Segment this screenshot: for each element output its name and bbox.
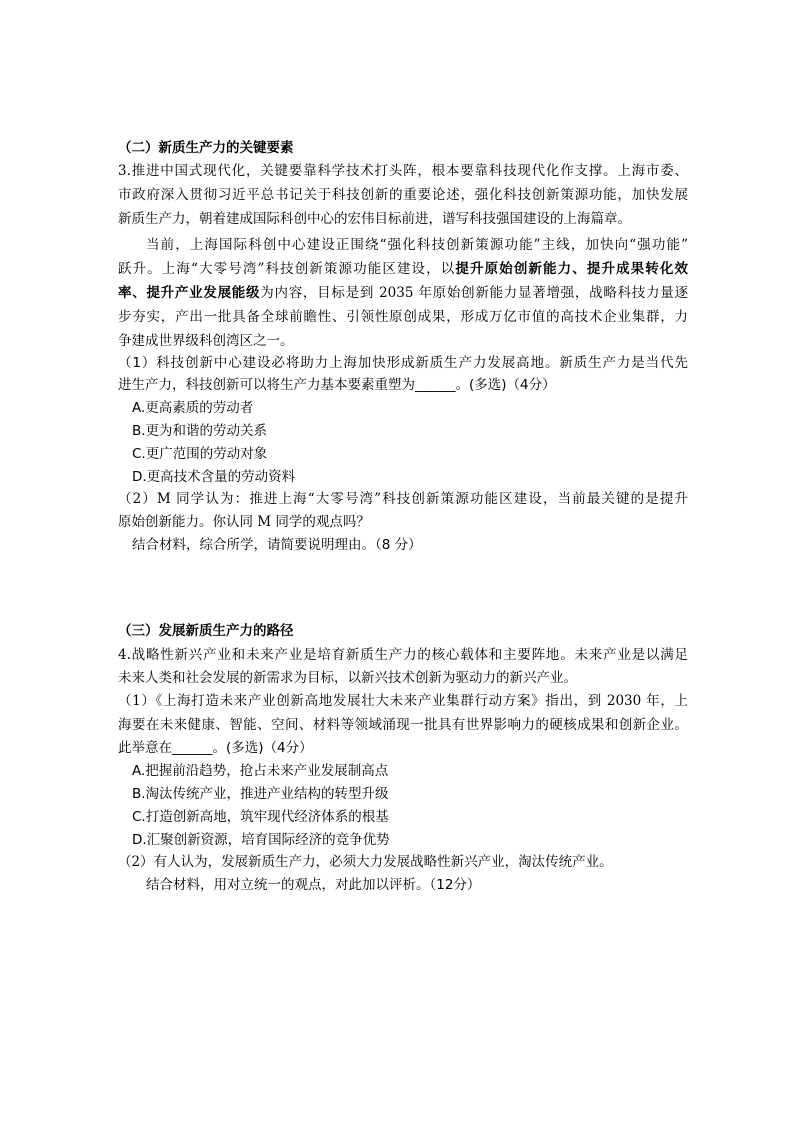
q3-paragraph2-line: 当前，上海国际科创中心建设正围绕“强化科技创新策源功能”主线，加快向“强功能” bbox=[146, 237, 688, 253]
q4-paragraph-line: 未来人类和社会发展的新需求为目标，以新兴技术创新为驱动力的新兴产业。 bbox=[118, 670, 577, 686]
q3-paragraph2-text: 为内容，目标是到 2035 年原始创新能力显著增强，战略科技力量逐 bbox=[260, 285, 688, 301]
q3-sub2-instruction: 结合材料，综合所学，请简要说明理由。（8 分） bbox=[132, 537, 422, 553]
q4-option-d: D.汇聚创新资源，培育国际经济的竞争优势 bbox=[132, 832, 390, 848]
q3-paragraph-line: 新质生产力，朝着建成国际科创中心的宏伟目标前进，谱写科技强国建设的上海篇章。 bbox=[118, 211, 631, 227]
q3-option-c: C.更广范围的劳动对象 bbox=[132, 446, 268, 462]
q3-sub2-question: 原始创新能力。你认同 M 同学的观点吗？ bbox=[118, 514, 370, 530]
q4-paragraph-line: 4.战略性新兴产业和未来产业是培育新质生产力的核心载体和主要阵地。未来产业是以满足 bbox=[118, 647, 688, 663]
q4-sub1-question: （1）《上海打造未来产业创新高地发展壮大未来产业集群行动方案》指出，到 2030 年，上 bbox=[118, 693, 688, 709]
q3-paragraph2-line bbox=[118, 282, 688, 304]
q3-bold-phrase: 率、提升产业发展能级 bbox=[118, 285, 261, 301]
section-heading-key-elements: （二）新质生产力的关键要素 bbox=[118, 140, 294, 156]
section-heading-paths: （三）发展新质生产力的路径 bbox=[118, 623, 294, 639]
q3-bold-phrase: 提升原始创新能力、提升成果转化效 bbox=[455, 261, 689, 277]
q3-sub1-question: 进生产力，科技创新可以将生产力基本要素重塑为______。(多选)（4分） bbox=[118, 377, 556, 393]
q3-paragraph2-text: 跃升。上海“大零号湾”科技创新策源功能区建设，以 bbox=[118, 261, 456, 277]
q3-sub1-question: （1）科技创新中心建设必将助力上海加快形成新质生产力发展高地。新质生产力是当代先 bbox=[118, 355, 688, 371]
q3-paragraph-line: 3.推进中国式现代化，关键要靠科学技术打头阵，根本要靠科技现代化作支撑。上海市委、 bbox=[118, 163, 688, 179]
q3-paragraph2-line: 争建成世界级科创湾区之一。 bbox=[118, 333, 294, 349]
q3-paragraph2-line: 步夯实，产出一批具备全球前瞻性、引领性原创成果，形成万亿市值的高技术企业集群，力 bbox=[118, 309, 688, 325]
q3-option-a: A.更高素质的劳动者 bbox=[132, 400, 254, 416]
q3-paragraph-line: 市政府深入贯彻习近平总书记关于科技创新的重要论述，强化科技创新策源功能，加快发展 bbox=[118, 187, 688, 203]
q3-option-d: D.更高技术含量的劳动资料 bbox=[132, 469, 296, 485]
q4-sub2-question: （2）有人认为，发展新质生产力，必须大力发展战略性新兴产业，淘汰传统产业。 bbox=[118, 854, 613, 870]
q4-option-c: C.打造创新高地，筑牢现代经济体系的根基 bbox=[132, 809, 389, 825]
q4-sub1-question: 此举意在______。(多选)（4分） bbox=[118, 740, 313, 756]
q4-sub1-question: 海要在未来健康、智能、空间、材料等领域涌现一批具有世界影响力的硬核成果和创新企业。 bbox=[118, 717, 688, 733]
q4-option-b: B.淘汰传统产业，推进产业结构的转型升级 bbox=[132, 786, 389, 802]
q4-option-a: A.把握前沿趋势，抢占未来产业发展制高点 bbox=[132, 763, 389, 779]
q4-sub2-instruction: 结合材料，用对立统一的观点，对此加以评析。（12分） bbox=[146, 877, 481, 893]
q3-paragraph2-line bbox=[118, 258, 688, 280]
q3-sub2-question: （2）M 同学认为：推进上海“大零号湾”科技创新策源功能区建设，当前最关键的是提升 bbox=[118, 491, 688, 507]
q3-option-b: B.更为和谐的劳动关系 bbox=[132, 423, 268, 439]
